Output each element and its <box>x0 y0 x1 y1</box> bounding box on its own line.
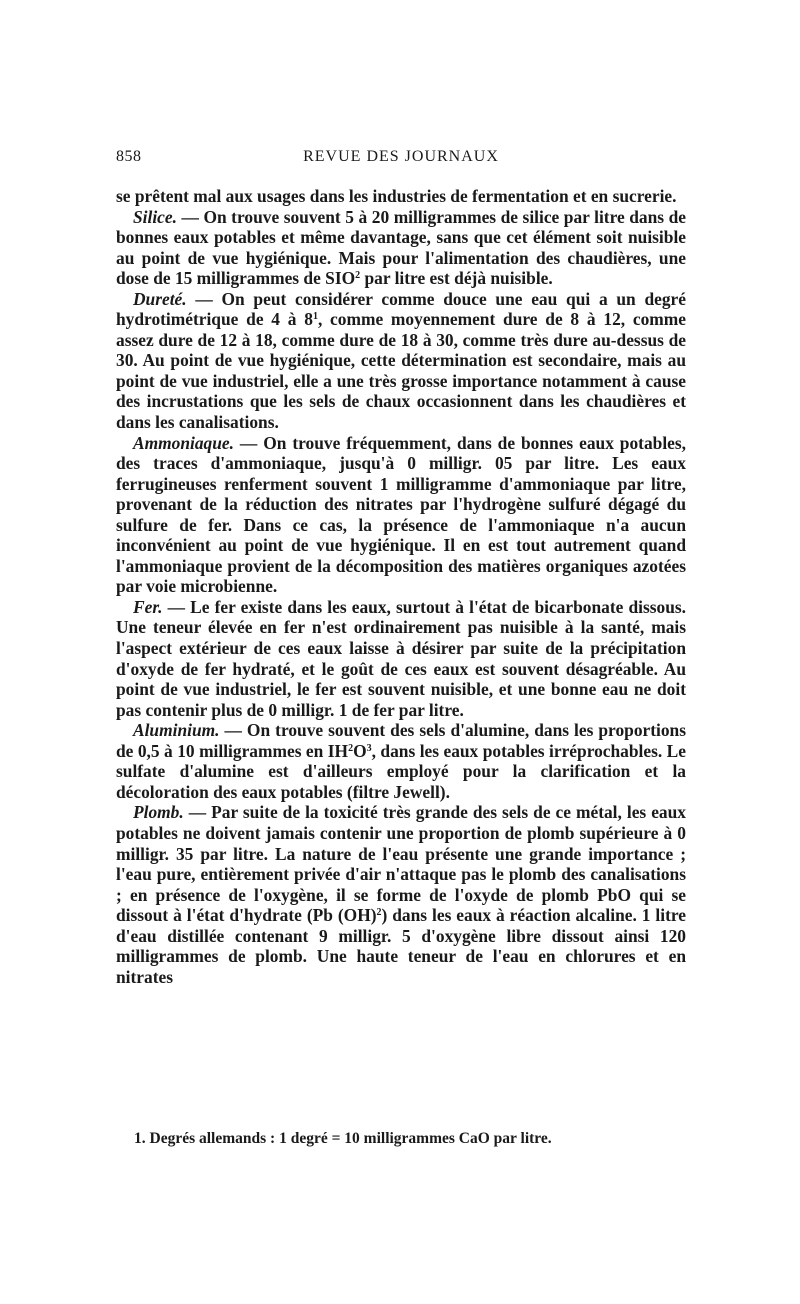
fer-text: — Le fer existe dans les eaux, surtout à l'état de bicarbonate dissous. Une teneur élevée en fer n'est ordinairement pas nuisible à la santé, mais l'aspect extérieur de ces eaux laisse à désirer par suite de la précipitation d'oxyde de fer hydraté, et le goût de ces eaux est souvent désagréable. Au point de vue industriel, le fer est souvent nuisible, et une bonne eau ne doit pas contenir plus de 0 milligr. 1 de fer par litre. <box>116 596 686 720</box>
aluminium-text-1: — On trouve souvent des sels d'alumine, dans les proportions de 0,5 à 10 milligrammes en IH <box>116 720 686 761</box>
plomb-superscript: 2 <box>376 907 382 919</box>
opening-paragraph <box>116 186 686 207</box>
heading-silice: Silice. <box>133 206 177 227</box>
aluminium-text-2: O <box>353 740 367 761</box>
main-text <box>116 186 686 987</box>
page-number: 858 <box>116 148 142 165</box>
paragraph-aluminium <box>116 720 686 802</box>
heading-fer: Fer. <box>133 596 163 617</box>
plomb-text-2: ) dans les eaux à réaction alcaline. 1 litre d'eau distillée contenant 9 milligr. 5 d'oxygène libre dissout ainsi 120 milligrammes de plomb. Une haute teneur de l'eau en chlorures et en nitrates <box>116 905 686 987</box>
ammoniaque-text: — On trouve fréquemment, dans de bonnes eaux potables, des traces d'ammoniaque, jusqu'à 0 milligr. 05 par litre. Les eaux ferrugineuses renferment souvent 1 milligramme d'ammoniaque par litre, provenant de la réduction des nitrates par l'hydrogène sulfuré dégagé du sulfure de fer. Dans ce cas, la présence de l'ammoniaque n'a aucun inconvénient au point de vue hygiénique. Il en est tout autrement quand l'ammoniaque provient de la décomposition des matières organiques azotées par voie microbienne. <box>116 432 686 597</box>
silice-formula-superscript: 2 <box>355 270 361 282</box>
aluminium-superscript-1: 2 <box>348 742 354 754</box>
durete-text-2: , comme moyennement dure de 8 à 12, comme assez dure de 12 à 18, comme dure de 18 à 30, comme très dure au-dessus de 30. Au point de vue hygiénique, cette détermination est secondaire, mais au point de vue industriel, elle a une très grosse importance notamment à cause des incrustations que les sels de chaux occasionnent dans les chaudières et dans les canalisations. <box>116 309 686 433</box>
aluminium-superscript-2: 3 <box>366 742 372 754</box>
journal-title: REVUE DES JOURNAUX <box>303 148 499 165</box>
footnote-reference: 1 <box>312 311 318 323</box>
silice-text-1: — On trouve souvent 5 à 20 milligrammes de silice par litre dans de bonnes eaux potables et même davantage, sans que cet élément soit nuisible au point de vue hygiénique. Mais pour l'alimentation des chaudières, une dose de 15 milligrammes de SIO <box>116 206 686 289</box>
heading-durete: Dureté. <box>133 288 187 309</box>
heading-ammoniaque: Ammoniaque. <box>133 432 234 453</box>
aluminium-text-3: , dans les eaux potables irréprochables. Le sulfate d'alumine est d'ailleurs employé pour la clarification et la décoloration des eaux potables (filtre Jewell). <box>116 740 686 802</box>
heading-aluminium: Aluminium. <box>133 720 220 741</box>
durete-text-1: — On peut considérer comme douce une eau qui a un degré hydrotimétrique de 4 à 8 <box>116 288 686 330</box>
paragraph-silice <box>116 207 686 289</box>
paragraph-plomb <box>116 802 686 987</box>
silice-text-2: par litre est déjà nuisible. <box>360 268 553 289</box>
plomb-text-1: — Par suite de la toxicité très grande des sels de ce métal, les eaux potables ne doivent jamais contenir une proportion de plomb supérieure à 0 milligr. 35 par litre. La nature de l'eau présente une grande importance ; l'eau pure, entièrement privée d'air n'attaque pas le plomb des canalisations ; en présence de l'oxygène, il se forme de l'oxyde de plomb PbO qui se dissout à l'état d'hydrate (Pb (OH) <box>116 802 686 926</box>
opening-text: se prêtent mal aux usages dans les industries de fermentation et en sucrerie. <box>116 186 677 206</box>
heading-plomb: Plomb. <box>133 802 184 823</box>
paragraph-durete <box>116 289 686 433</box>
running-head <box>116 148 686 170</box>
paragraph-fer <box>116 597 686 720</box>
paragraph-ammoniaque <box>116 433 686 597</box>
footnote: 1. Degrés allemands : 1 degré = 10 milligrammes CaO par litre. <box>134 1130 552 1147</box>
